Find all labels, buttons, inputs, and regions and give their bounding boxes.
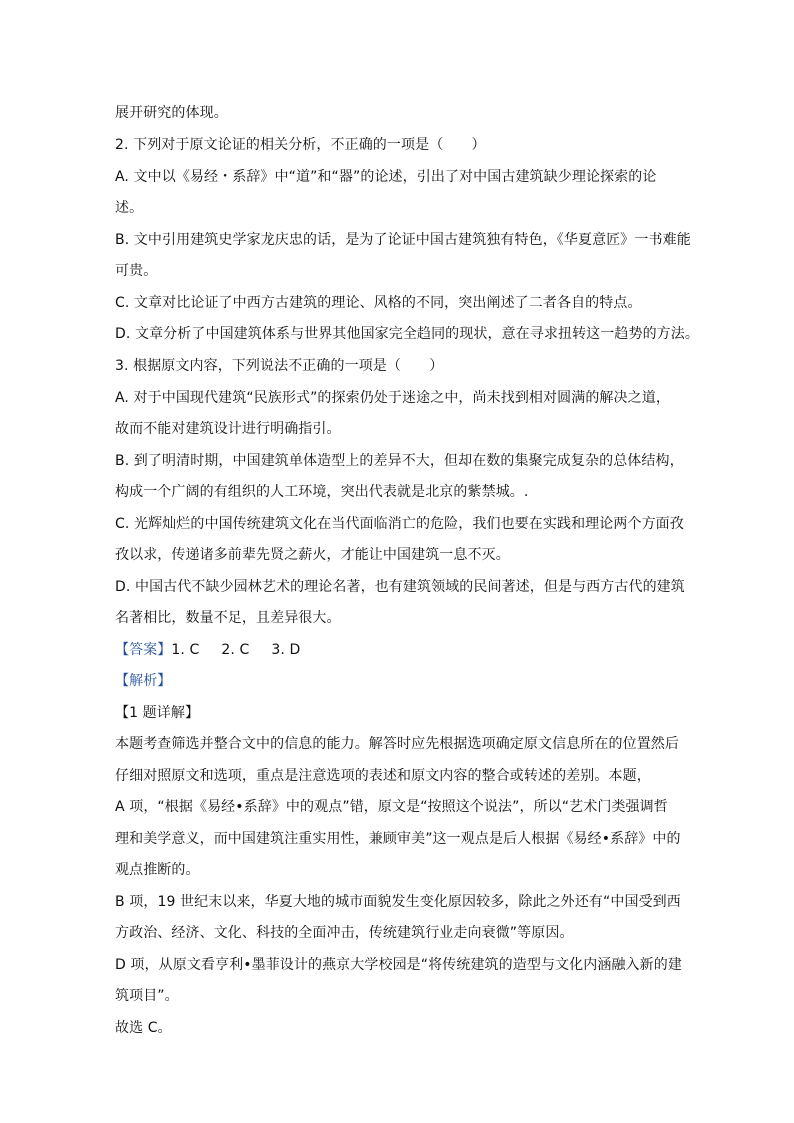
question-2-option-b: B. 文中引用建筑史学家龙庆忠的话，是为了论证中国古建筑独有特色，《华夏意匠》一书难能 — [115, 232, 691, 248]
text-line: 孜以求，传递诸多前辈先贤之薪火，才能让中国建筑一息不灭。 — [115, 547, 510, 563]
detail-line: B 项，19 世纪末以来，华夏大地的城市面貌发生变化原因较多，除此之外还有“中国受到西 — [115, 894, 681, 910]
answer-item: 1. C — [171, 642, 200, 658]
question-3-option-d: D. 中国古代不缺少园林艺术的理论名著，也有建筑领域的民间著述，但是与西方古代的建筑 — [115, 579, 685, 595]
text-line: 可贵。 — [115, 263, 158, 279]
analysis-label: 【解析】 — [115, 673, 172, 689]
answer-label: 【答案】 — [115, 642, 172, 658]
question-3-option-a: A. 对于中国现代建筑“民族形式”的探索仍处于迷途之中，尚未找到相对圆满的解决之道， — [115, 390, 670, 406]
question-3-option-b: B. 到了明清时期，中国建筑单体造型上的差异不大，但却在数的集聚完成复杂的总体结构， — [115, 453, 684, 469]
detail-line: 理和美学意义，而中国建筑注重实用性，兼顾审美”这一观点是后人根据《易经•系辞》中的 — [115, 831, 681, 847]
question-2-stem: 2. 下列对于原文论证的相关分析，不正确的一项是（ ） — [115, 137, 486, 153]
answer-line — [115, 641, 695, 659]
text-line: 故而不能对建筑设计进行明确指引。 — [115, 421, 341, 437]
detail-line: 故选 C。 — [115, 1020, 172, 1036]
question-2-option-a: A. 文中以《易经・系辞》中“道”和“器”的论述，引出了对中国古建筑缺少理论探索的论 — [115, 169, 657, 185]
detail-line: 观点推断的。 — [115, 862, 200, 878]
detail-line: 方政治、经济、文化、科技的全面冲击，传统建筑行业走向衰微”等原因。 — [115, 925, 574, 941]
detail-label: 【1 题详解】 — [115, 705, 200, 721]
text-line: 述。 — [115, 200, 144, 216]
answer-item: 2. C — [221, 642, 250, 658]
text-line: 展开研究的体现。 — [115, 105, 228, 121]
question-3-option-c: C. 光辉灿烂的中国传统建筑文化在当代面临消亡的危险，我们也要在实践和理论两个方面孜 — [115, 516, 684, 532]
detail-line: 仔细对照原文和选项，重点是注意选项的表述和原文内容的整合或转述的差别。本题， — [115, 768, 651, 784]
text-line: 名著相比，数量不足，且差异很大。 — [115, 610, 341, 626]
detail-line: 本题考查筛选并整合文中的信息的能力。解答时应先根据选项确定原文信息所在的位置然后 — [115, 736, 679, 752]
text-line: 构成一个广阔的有组织的人工环境，突出代表就是北京的紫禁城。. — [115, 484, 529, 500]
question-2-option-d: D. 文章分析了中国建筑体系与世界其他国家完全趋同的现状，意在寻求扭转这一趋势的方法。 — [115, 326, 699, 342]
question-3-stem: 3. 根据原文内容，下列说法不正确的一项是（ ） — [115, 358, 444, 374]
detail-line: A 项，“根据《易经•系辞》中的观点”错，原文是“按照这个说法”，所以“艺术门类强调哲 — [115, 799, 668, 815]
detail-line: D 项，从原文看亨利•墨菲设计的燕京大学校园是“将传统建筑的造型与文化内涵融入新的建 — [115, 957, 682, 973]
question-2-option-c: C. 文章对比论证了中西方古建筑的理论、风格的不同，突出阐述了二者各自的特点。 — [115, 295, 642, 311]
answer-item: 3. D — [271, 642, 301, 658]
detail-line: 筑项目”。 — [115, 988, 179, 1004]
